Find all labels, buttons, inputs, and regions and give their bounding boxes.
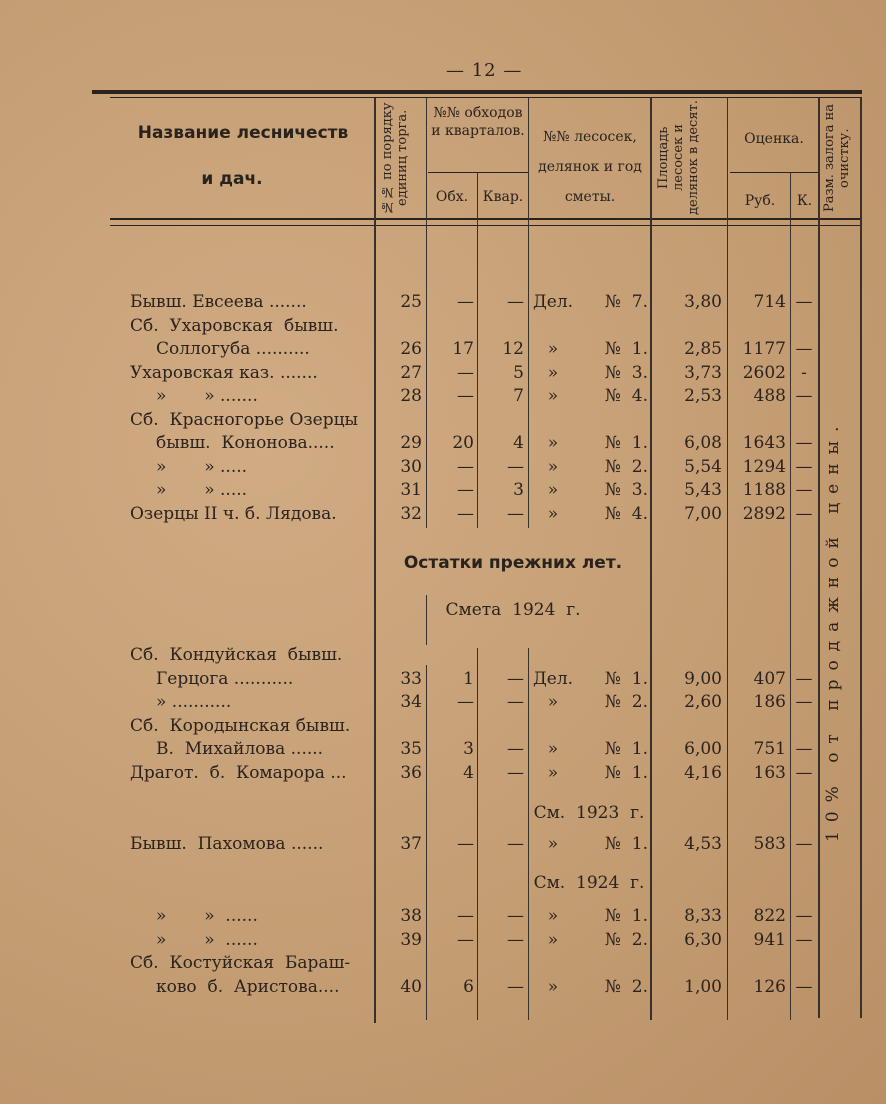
cell-obh: 3: [463, 739, 474, 759]
cell-kv: —: [507, 292, 524, 312]
cell-obh: —: [457, 362, 474, 383]
cell-pre: »: [547, 456, 559, 477]
col-line-7: [790, 172, 791, 1020]
col-line-6: [727, 98, 728, 1020]
cell-no: 31: [400, 480, 422, 500]
row-name: Бывш. Пахомова ......: [130, 834, 324, 854]
row-name: Соллогуба ..........: [156, 339, 310, 359]
cell-pre: »: [547, 480, 559, 500]
row-name: Сб. Костуйская Бараш-: [130, 953, 351, 973]
cell-kv: —: [507, 762, 524, 783]
row-name: Сб. Красногорье Озерцы: [130, 409, 359, 430]
cell-rub: 822: [753, 906, 786, 926]
cell-rub: 163: [753, 762, 786, 783]
cell-obh: —: [457, 834, 474, 854]
cell-no: 27: [400, 362, 422, 383]
section-title: Остатки прежних лет.: [403, 553, 623, 573]
header-ocenka: Оценка.: [744, 131, 804, 147]
cell-rub: 2892: [742, 503, 786, 524]
cell-no: 32: [400, 503, 422, 524]
cell-area: 8,33: [684, 906, 722, 926]
row-name: бывш. Кононова.....: [156, 433, 335, 453]
obhod-subrule: [428, 172, 528, 173]
row-name: Герцога ...........: [156, 668, 294, 689]
cell-kop: —: [795, 480, 813, 500]
cell-kop: —: [795, 834, 813, 854]
cell-pre: »: [547, 739, 559, 759]
cell-rub: 1643: [742, 433, 786, 453]
smeta-1923: См. 1923 г.: [533, 803, 645, 823]
cell-rub: 941: [753, 929, 786, 950]
cell-area: 4,53: [684, 834, 722, 854]
cell-kop: —: [795, 339, 813, 359]
col-line-4b: [528, 648, 529, 1020]
cell-kv: —: [507, 739, 524, 759]
cell-pre: »: [547, 834, 559, 854]
row-name: Озерцы II ч. б. Лядова.: [130, 503, 337, 524]
cell-kop: —: [795, 668, 813, 689]
cell-no: 28: [400, 386, 422, 406]
section-smeta: Смета 1924 г.: [445, 600, 581, 620]
cell-area: 6,08: [684, 433, 722, 453]
header-obh: Обх.: [435, 189, 469, 205]
cell-obh: —: [457, 929, 474, 950]
cell-pre: »: [547, 386, 559, 406]
col-line-5: [650, 98, 652, 1020]
cell-obh: 1: [463, 668, 474, 689]
cell-no: 25: [400, 292, 422, 312]
cell-kv: —: [507, 692, 524, 712]
cell-kop: —: [795, 386, 813, 406]
cell-rub: 583: [753, 834, 786, 854]
cell-kop: —: [795, 456, 813, 477]
cell-obh: 4: [463, 762, 474, 783]
cell-pre: »: [547, 339, 559, 359]
row-name: Сб. Ухаровская бывш.: [130, 315, 339, 336]
header-area: Площадь лесосек и делянок в десят.: [656, 100, 701, 216]
cell-area: 5,43: [684, 480, 722, 500]
cell-obh: —: [457, 503, 474, 524]
cell-kv: 4: [513, 433, 524, 453]
cell-kv: —: [507, 668, 524, 689]
smeta-1924: См. 1924 г.: [533, 873, 645, 893]
row-name: » ...........: [156, 692, 232, 712]
page-number: — 12 —: [446, 60, 523, 81]
cell-pre: Дел.: [532, 668, 574, 689]
cell-no: 37: [400, 834, 422, 854]
cell-area: 3,73: [684, 362, 722, 383]
cell-kv: —: [507, 976, 524, 997]
cell-kv: —: [507, 503, 524, 524]
cell-pre: »: [547, 976, 559, 997]
cell-rub: 488: [753, 386, 786, 406]
header-kvar: Квар.: [482, 189, 524, 205]
cell-pre: »: [547, 503, 559, 524]
row-name: Драгот. б. Комарора ...: [130, 762, 347, 783]
row-name: Бывш. Евсеева .......: [130, 292, 307, 312]
cell-area: 6,00: [684, 739, 722, 759]
header-obhod: №№ обходов и кварталов.: [431, 105, 525, 139]
cell-area: 1,00: [684, 976, 722, 997]
cell-pre: Дел.: [532, 292, 574, 312]
cell-area: 2,85: [684, 339, 722, 359]
cell-num: № 7.: [604, 292, 648, 312]
cell-area: 7,00: [684, 503, 722, 524]
col-line-4: [528, 98, 529, 528]
cell-pre: »: [547, 929, 559, 950]
cell-obh: 17: [452, 339, 474, 359]
cell-kop: —: [795, 929, 813, 950]
cell-kv: 3: [513, 480, 524, 500]
cell-rub: 714: [753, 292, 786, 312]
header-bottom-rule: [110, 218, 862, 220]
row-name: » » .......: [156, 386, 258, 406]
cell-kop: —: [795, 692, 813, 712]
cell-no: 38: [400, 906, 422, 926]
cell-no: 36: [400, 762, 422, 783]
row-name: » » ......: [156, 906, 258, 926]
cell-num: № 4.: [604, 503, 648, 524]
cell-num: № 1.: [604, 739, 648, 759]
row-name: Ухаровская каз. .......: [130, 362, 318, 383]
cell-num: № 2.: [604, 976, 648, 997]
row-name: » » ......: [156, 929, 258, 950]
cell-num: № 3.: [604, 362, 648, 383]
cell-rub: 2602: [742, 362, 786, 383]
header-name-line1: Название лесничеств: [137, 123, 349, 143]
cell-kop: —: [795, 433, 813, 453]
cell-kop: —: [795, 503, 813, 524]
cell-obh: 20: [452, 433, 474, 453]
cell-num: № 1.: [604, 668, 648, 689]
cell-no: 29: [400, 433, 422, 453]
cell-obh: —: [457, 692, 474, 712]
cell-kv: —: [507, 906, 524, 926]
cell-obh: —: [457, 456, 474, 477]
top-rule-thin: [110, 97, 862, 98]
cell-num: № 3.: [604, 480, 648, 500]
row-name: » » .....: [156, 480, 248, 500]
cell-pre: »: [547, 362, 559, 383]
ocenka-subrule: [730, 172, 818, 173]
cell-pre: »: [547, 762, 559, 783]
row-name: ково б. Аристова....: [156, 976, 340, 997]
cell-area: 2,53: [684, 386, 722, 406]
cell-no: 40: [400, 976, 422, 997]
cell-rub: 126: [753, 976, 786, 997]
cell-obh: —: [457, 386, 474, 406]
cell-rub: 1188: [742, 480, 786, 500]
header-bottom-rule-2: [110, 225, 862, 226]
cell-kv: 7: [513, 386, 524, 406]
cell-kv: —: [507, 834, 524, 854]
cell-kop: —: [795, 739, 813, 759]
cell-rub: 186: [753, 692, 786, 712]
header-order: №№ по порядку единиц торга.: [380, 102, 410, 214]
top-rule-thick: [92, 90, 862, 94]
cell-rub: 1294: [742, 456, 786, 477]
row-name: Сб. Кородынская бывш.: [130, 715, 351, 736]
row-name: В. Михайлова ......: [156, 739, 324, 759]
cell-area: 3,80: [684, 292, 722, 312]
cell-rub: 1177: [742, 339, 786, 359]
cell-num: № 2.: [604, 929, 648, 950]
row-name: Сб. Кондуйская бывш.: [130, 645, 343, 665]
cell-num: № 2.: [604, 692, 648, 712]
cell-kv: 5: [513, 362, 524, 383]
col-line-8: [818, 98, 820, 1018]
cell-pre: »: [547, 906, 559, 926]
header-kop: К.: [796, 193, 813, 209]
cell-no: 30: [400, 456, 422, 477]
cell-kop: —: [795, 292, 813, 312]
cell-no: 33: [400, 668, 422, 689]
cell-kop: —: [795, 976, 813, 997]
cell-kop: —: [795, 762, 813, 783]
cell-num: № 1.: [604, 834, 648, 854]
cell-no: 35: [400, 739, 422, 759]
row-name: » » .....: [156, 456, 248, 477]
cell-rub: 751: [753, 739, 786, 759]
cell-num: № 1.: [604, 906, 648, 926]
col-line-2c: [426, 665, 427, 1020]
cell-obh: —: [457, 906, 474, 926]
cell-num: № 1.: [604, 762, 648, 783]
col-line-9: [860, 98, 862, 1018]
header-rub: Руб.: [744, 193, 776, 209]
header-lesosek: №№ лесосек, делянок и год сметы.: [538, 129, 642, 205]
cell-no: 34: [400, 692, 422, 712]
cell-kop: -: [801, 362, 807, 383]
header-name-line2: и дач.: [201, 169, 263, 189]
col-line-2: [426, 98, 427, 528]
cell-kv: 12: [502, 339, 524, 359]
cell-kv: —: [507, 456, 524, 477]
cell-rub: 407: [753, 668, 786, 689]
cell-kv: —: [507, 929, 524, 950]
cell-no: 26: [400, 339, 422, 359]
cell-area: 5,54: [684, 456, 722, 477]
cell-area: 4,16: [684, 762, 722, 783]
cell-num: № 1.: [604, 433, 648, 453]
cell-area: 9,00: [684, 668, 722, 689]
cell-obh: 6: [463, 976, 474, 997]
cell-kop: —: [795, 906, 813, 926]
header-zalog: Разм. залога на очистку.: [822, 104, 852, 212]
cell-pre: »: [547, 692, 559, 712]
cell-area: 6,30: [684, 929, 722, 950]
cell-num: № 2.: [604, 456, 648, 477]
cell-pre: »: [547, 433, 559, 453]
cell-num: № 4.: [604, 386, 648, 406]
cell-no: 39: [400, 929, 422, 950]
cell-area: 2,60: [684, 692, 722, 712]
cell-obh: —: [457, 480, 474, 500]
cell-num: № 1.: [604, 339, 648, 359]
zalog-note: 10% от продажной цены.: [823, 417, 843, 843]
cell-obh: —: [457, 292, 474, 312]
